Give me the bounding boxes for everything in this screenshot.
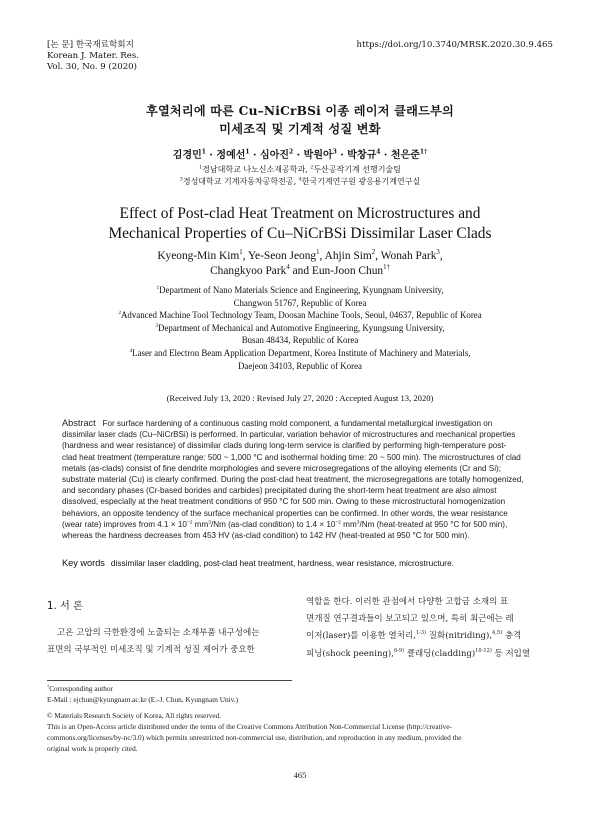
affil-text: 경남대학교 나노신소재공학과, [202, 165, 311, 174]
author-en: Changkyoo Park [210, 265, 287, 277]
author-ko: 천은준 [390, 150, 420, 161]
authors-en-line2 [0, 264, 600, 279]
body-text: 피닝(shock peening), [306, 648, 394, 659]
affil-text: Laser and Electron Beam Application Department, Korea Institute of Machinery and Materials, [132, 347, 471, 358]
author-separator: · [293, 150, 304, 161]
author-affil-mark: 1† [383, 264, 390, 272]
body-line [306, 646, 553, 663]
author-affil-mark: 1 [201, 148, 206, 156]
title-en-line1: Effect of Post-clad Heat Treatment on Microstructures and [119, 205, 481, 222]
license-line: This is an Open-Access article distributed under the terms of the Creative Commons Attribution Non-Commercial License (http://creative- [47, 722, 452, 731]
author-en: Kyeong-Min Kim [157, 250, 240, 262]
body-text: 등 저입열 [491, 648, 531, 659]
license-line: original work is properly cited. [47, 744, 138, 753]
body-text: 이저(laser)를 이용한 열처리, [306, 631, 416, 642]
abstract-line: dissimilar laser clads (Cu–NiCrBSi) is performed. In particular, variation behavior of microstructures and mechanical properties [62, 430, 516, 440]
author-affil-mark: 2 [371, 249, 376, 257]
abstract-line: metals (as-clads) consist of fine dendrite morphologies and severe microsegregations of the alloying elements (Cr and Si); [62, 463, 501, 473]
author-ko: 김경민 [172, 150, 202, 161]
author-en: , Ahjin Sim [319, 250, 372, 262]
copyright-notice: © Materials Research Society of Korea, All rights reserved. [47, 711, 222, 720]
section-title: 1. 서 론 [47, 601, 83, 612]
author-affil-mark: 1 [316, 249, 320, 257]
author-separator: · [205, 150, 217, 161]
affiliations-ko [0, 164, 600, 188]
affil-text: 한국기계연구원 광응용기계연구실 [301, 177, 421, 186]
authors-en-line1 [0, 249, 600, 264]
body-right-column [306, 594, 553, 663]
exponent: −2 [335, 520, 341, 526]
affil-mark: 2 [118, 310, 121, 317]
body-line: 고온 고압의 극한환경에 노출되는 소재부품 내구성에는 [57, 628, 260, 638]
abstract-line: clad heat treatment (temperature range: 500 ~ 1,000 °C and isothermal holding time: 20 ~ 500 min). The microstructures of clad [62, 452, 521, 462]
affiliation-en-line [0, 322, 600, 335]
affil-mark: 3 [155, 322, 159, 329]
journal-header [47, 40, 139, 73]
abstract-label: Abstract [62, 418, 96, 428]
journal-name-ko: [논 문] 한국재료학회지 [47, 40, 134, 50]
affil-mark: 1 [156, 285, 160, 292]
author-en: , Ye-Seon Jeong [242, 250, 317, 262]
abstract-text: mm [340, 519, 357, 529]
citation: 4,5) [492, 630, 503, 637]
authors-en [0, 249, 600, 279]
license-line: commons.org/licenses/by-nc/3.0) which permits unrestricted non-commercial use, distribution, and reproduction in any medium, provided the [47, 733, 462, 742]
affil-mark: 2 [310, 165, 314, 171]
keywords-text: dissimilar laser cladding, post-clad heat treatment, hardness, wear resistance, microstructure. [110, 558, 454, 568]
author-affil-mark: 3 [332, 148, 337, 156]
author-affil-mark: 4 [286, 264, 290, 272]
affiliation-ko-line [0, 176, 600, 188]
abstract-line: substrate material (Cu) is clearly confirmed. During the post-clad heat treatment, the microsegregations are totally homogenized, [62, 475, 524, 485]
author-affil-mark: 2 [289, 148, 294, 156]
footnote-text: Corresponding author [49, 684, 114, 693]
journal-volume: Vol. 30, No. 9 (2020) [47, 62, 137, 72]
abstract-line: and secondary phases (Cr-based borides and carbides) precipitated during the short-term heat treatment are also almost [62, 486, 497, 496]
affiliations-en [0, 284, 600, 372]
abstract-text: mm [192, 519, 209, 529]
doi-link[interactable]: https://doi.org/10.3740/MRSK.2020.30.9.465 [356, 40, 553, 50]
author-ko: 정예선 [216, 150, 246, 161]
author-en: , Wonah Park [375, 250, 437, 262]
body-left-column [47, 625, 292, 659]
citation: 1-3) [415, 630, 427, 637]
author-separator: · [380, 150, 391, 161]
affiliation-en-line: Busan 48434, Republic of Korea [241, 335, 359, 346]
page-number: 465 [293, 770, 307, 780]
affil-mark: 1 [199, 165, 203, 171]
abstract-line: dissolved, especially at the heat treatment conditions of 950 °C for 500 min. Owing to these microstructural homogenization [62, 497, 506, 507]
author-affil-mark: 4 [376, 148, 381, 156]
affiliation-en-line: Daejeon 34103, Republic of Korea [238, 360, 362, 371]
affiliation-ko-line [0, 164, 600, 176]
affiliation-en-line [0, 309, 600, 322]
title-en [0, 204, 600, 244]
corresponding-author [47, 683, 554, 694]
affiliation-en-line [0, 284, 600, 297]
keywords-label: Key words [62, 558, 105, 568]
author-separator: , [439, 250, 443, 262]
affil-text: Department of Mechanical and Automotive Engineering, Kyungsung University, [158, 322, 445, 333]
author-separator: · [249, 150, 261, 161]
abstract-line: (hardness and wear resistance) of dissimilar clads during long-term service is clarified by performing high-temperature post- [62, 441, 507, 451]
affil-mark: 4 [298, 177, 302, 183]
affil-text: Department of Nano Materials Science and Engineering, Kyungnam University, [159, 285, 444, 295]
body-line: 역할을 한다. 이러한 관점에서 다양한 고합금 소재의 표 [306, 597, 509, 607]
affil-text: Advanced Machine Tool Technology Team, Doosan Machine Tools, Seoul, 04637, Republic of Korea [121, 310, 482, 321]
footnote-divider [47, 680, 292, 681]
body-line [306, 628, 553, 645]
affil-text: 두산공작기계 선행기술팀 [313, 165, 401, 174]
citation: 6-9) [393, 647, 405, 654]
body-text: 충격 [502, 631, 522, 642]
author-affil-mark: 1 [245, 148, 250, 156]
affil-mark: 4 [129, 348, 133, 354]
dagger-mark: † [47, 683, 50, 689]
title-ko-line2: 미세조직 및 기계적 성질 변화 [219, 122, 381, 136]
body-text: 질화(nitriding), [426, 631, 493, 642]
exponent: 3 [208, 520, 211, 526]
exponent: −2 [186, 520, 193, 526]
authors-ko [0, 146, 600, 161]
abstract-line [62, 418, 539, 429]
author-email[interactable]: E-Mail : ejchun@kyungnam.ac.kr (E.-J. Chun, Kyungnam Univ.) [47, 695, 239, 704]
abstract-line: whereas the hardness decreases from 453 HV (as-clad condition) to 142 HV (heat-treated at 950 °C for 500 min). [62, 531, 470, 541]
body-text: 클래딩(cladding) [404, 648, 476, 659]
affil-text: 경성대학교 기계자동차공학전공, [182, 177, 299, 186]
keywords [62, 558, 539, 568]
author-affil-mark: 1 [239, 249, 243, 257]
author-affil-mark: 1† [419, 148, 428, 156]
author-ko: 심아진 [260, 150, 290, 161]
abstract-text: (wear rate) improves from 4.1 × 10 [62, 519, 187, 529]
footnotes [47, 683, 554, 754]
abstract-text: /Nm (as-clad condition) to 1.4 × 10 [210, 519, 336, 529]
body-line: 면개질 연구결과들이 보고되고 있으며, 특히 최근에는 레 [306, 614, 514, 625]
abstract-line [62, 519, 539, 530]
author-affil-mark: 3 [436, 249, 440, 257]
author-separator: · [336, 150, 348, 161]
exponent: 3 [356, 520, 360, 526]
received-dates: (Received July 13, 2020 : Revised July 27, 2020 : Accepted August 13, 2020) [166, 393, 434, 403]
title-ko [0, 102, 600, 138]
journal-abbreviation: Korean J. Mater. Res. [47, 51, 139, 61]
title-en-line2: Mechanical Properties of Cu–NiCrBSi Dissimilar Laser Clads [108, 225, 492, 242]
affiliation-en-line [0, 347, 600, 360]
abstract-text: /Nm (heat-treated at 950 °C for 500 min), [359, 519, 508, 529]
author-ko: 박원아 [303, 150, 333, 161]
affil-mark: 3 [179, 177, 183, 183]
citation: 10-12) [475, 647, 492, 654]
affiliation-en-line: Changwon 51767, Republic of Korea [233, 297, 367, 308]
abstract-line: behaviors, an opposite tendency of the surface mechanical properties can be confirmed. In other words, the wear resistance [62, 508, 508, 518]
author-ko: 박창규 [347, 150, 377, 161]
abstract-text: For surface hardening of a continuous casting mold component, a fundamental metallurgical investigation on [102, 419, 493, 428]
author-en: and Eun-Joon Chun [289, 265, 384, 277]
body-line: 표면의 국부적인 미세조직 및 기계적 성질 제어가 중요한 [47, 645, 255, 656]
title-ko-line1: 후열처리에 따른 Cu–NiCrBSi 이종 레이저 클래드부의 [145, 104, 455, 118]
abstract [62, 418, 539, 541]
